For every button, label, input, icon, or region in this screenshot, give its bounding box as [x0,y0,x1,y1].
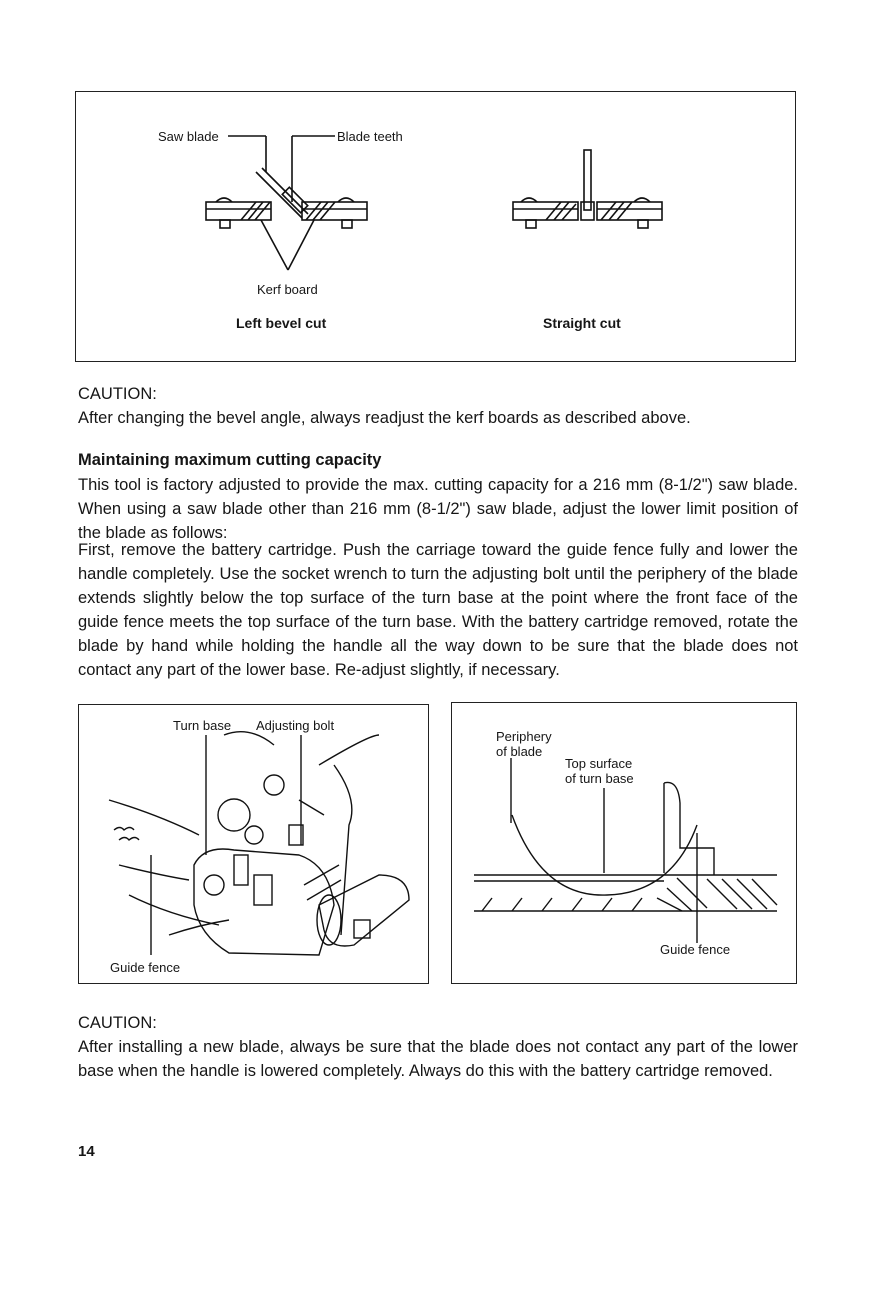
top-surface-label-line2: of turn base [565,771,634,786]
figure-adjusting-bolt [78,704,429,984]
section-paragraph-2: First, remove the battery cartridge. Push the carriage toward the guide fence fully and lower the handle completely. Use the socket wrench to turn the adjusting bolt until the periphery of the blade extends slightly below the top surface of the turn base at the point where the front face of the guide fence meets the top surface of the turn base. With the battery cartridge removed, rotate the blade by hand while holding the handle all the way down to be sure that the blade does not contact any part of the lower base. Re-adjust slightly, if necessary. [78,541,798,679]
blade-teeth-label: Blade teeth [337,129,403,144]
caution-title-1: CAUTION: [78,385,157,403]
caution-text-1: After changing the bevel angle, always readjust the kerf boards as described above. [78,409,691,427]
section-heading: Maintaining maximum cutting capacity [78,451,382,469]
top-surface-label-line1: Top surface [565,756,633,771]
left-bevel-cut-caption: Left bevel cut [236,315,327,331]
kerf-board-label: Kerf board [257,282,318,297]
guide-fence-label-right: Guide fence [660,942,731,957]
figure-kerf-boards [75,91,796,362]
caution-title-2: CAUTION: [78,1014,157,1032]
caution-text-2: After installing a new blade, always be sure that the blade does not contact any part of the lower base when the handle is lowered completely. Always do this with the battery cartridge removed. [78,1038,798,1080]
adjusting-bolt-illustration [79,705,430,985]
section-paragraph-1: This tool is factory adjusted to provide the max. cutting capacity for a 216 mm (8-1/2") saw blade. When using a saw blade other than 216 mm (8-1/2") saw blade, adjust the lower limit position of the blade as follows: [78,476,798,542]
guide-fence-label-left: Guide fence [110,960,181,975]
page-number: 14 [78,1143,95,1160]
periphery-label-line1: Periphery [496,729,552,744]
turn-base-label: Turn base [173,718,232,733]
periphery-label-line2: of blade [496,744,543,759]
figure-blade-periphery [451,702,797,984]
adjusting-bolt-label: Adjusting bolt [256,718,335,733]
straight-cut-illustration [513,150,662,228]
straight-cut-caption: Straight cut [543,315,621,331]
saw-blade-label: Saw blade [158,129,219,144]
